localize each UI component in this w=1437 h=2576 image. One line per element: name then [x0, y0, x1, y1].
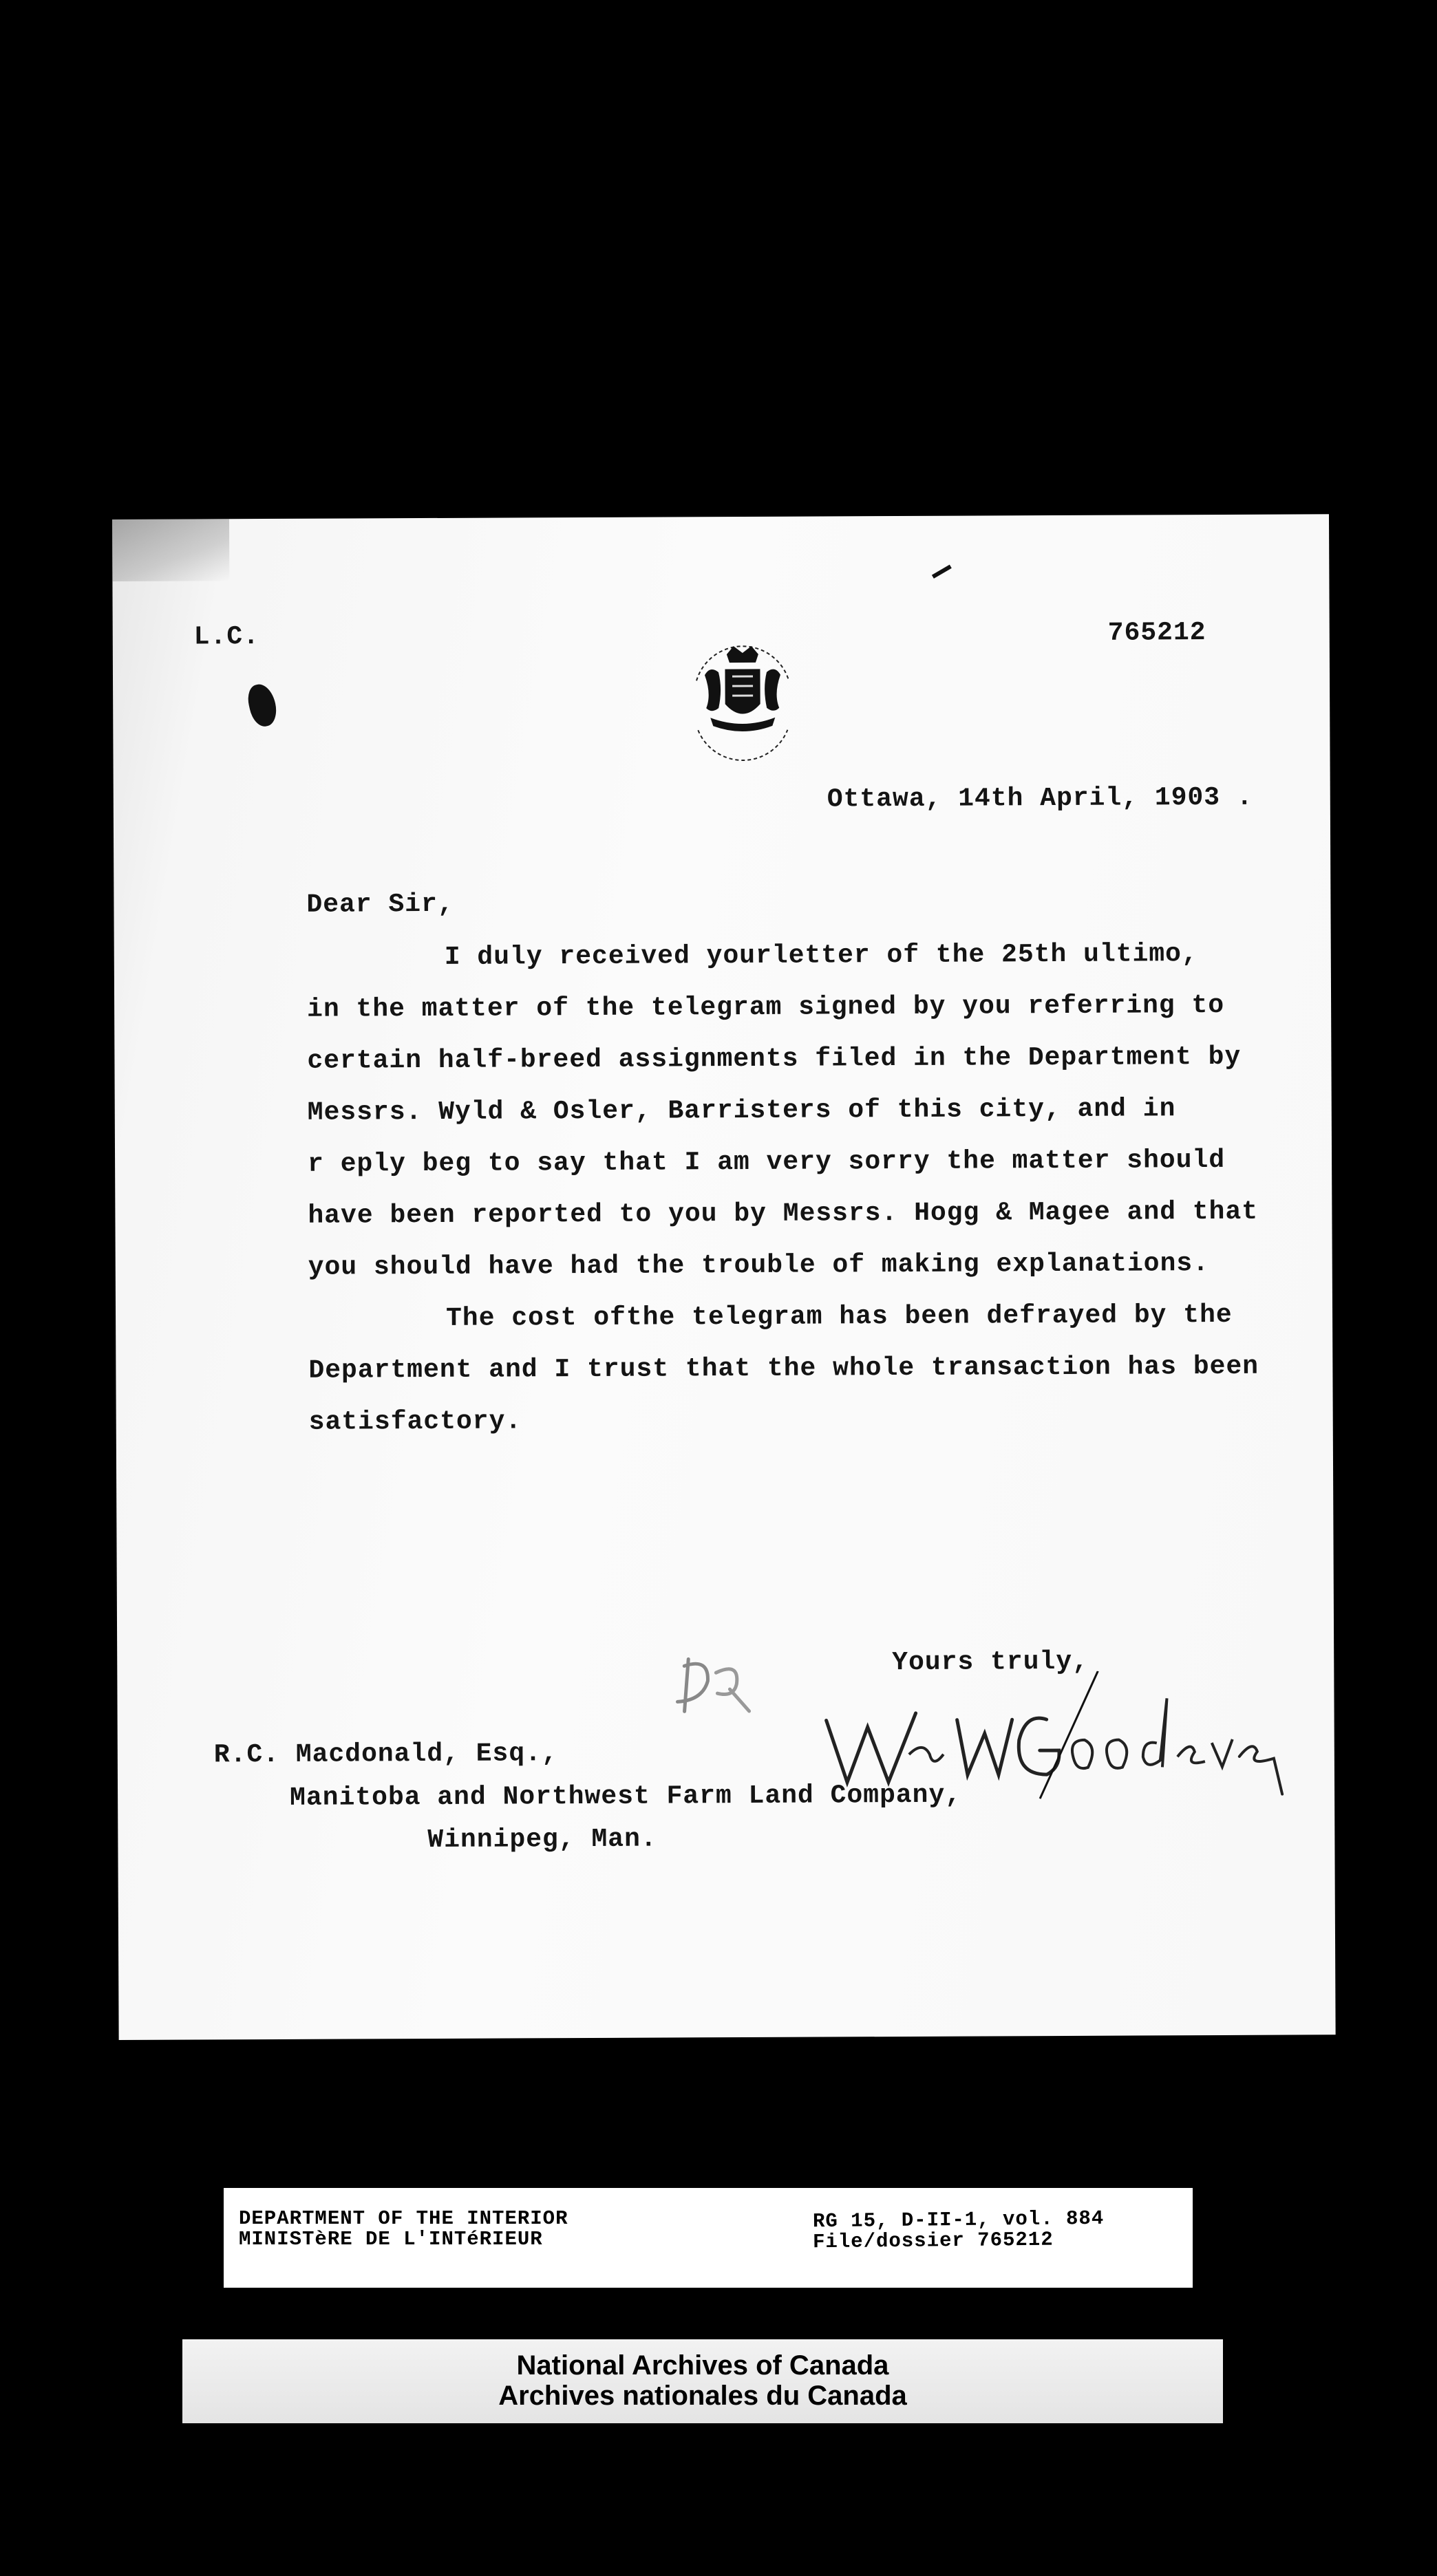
- letter-page: [112, 514, 1336, 2040]
- archives-name-en: National Archives of Canada: [516, 2350, 889, 2381]
- closing: Yours truly,: [892, 1646, 1089, 1678]
- body-line: in the matter of the telegram signed by you referring to: [307, 990, 1225, 1024]
- body-line: r eply beg to say that I am very sorry the matter should: [307, 1145, 1226, 1179]
- archives-banner: [182, 2339, 1223, 2423]
- department-names: [239, 2209, 568, 2250]
- body-line: have been reported to you by Messrs. Hogg & Magee and that: [308, 1196, 1259, 1231]
- salutation: Dear Sir,: [306, 889, 454, 920]
- archive-reference-card: [224, 2188, 1193, 2288]
- body-line: Messrs. Wyld & Osler, Barristers of this city, and in: [307, 1094, 1176, 1128]
- department-en: DEPARTMENT OF THE INTERIOR: [239, 2207, 568, 2230]
- stray-mark: [932, 565, 952, 579]
- pencil-initials: [668, 1645, 771, 1721]
- body-line: The cost ofthe telegram has been defrayed by the: [445, 1300, 1233, 1333]
- torn-corner: [112, 519, 229, 581]
- body-line: you should have had the trouble of making explanations.: [308, 1249, 1210, 1282]
- department-seal-icon: [684, 627, 802, 765]
- reference-initials: L.C.: [193, 622, 260, 652]
- file-reference: File/dossier 765212: [812, 2228, 1054, 2254]
- archives-name-fr: Archives nationales du Canada: [498, 2381, 907, 2411]
- body-line: I duly received yourletter of the 25th ultimo,: [444, 939, 1198, 972]
- department-fr: MINISTèRE DE L'INTéRIEUR: [239, 2228, 543, 2251]
- file-number: 765212: [1107, 618, 1206, 648]
- body-line: Department and I trust that the whole transaction has been: [308, 1351, 1259, 1386]
- record-references: [812, 2207, 1105, 2254]
- addressee-name: R.C. Macdonald, Esq.,: [213, 1739, 558, 1770]
- addressee-company: Manitoba and Northwest Farm Land Company,: [290, 1780, 962, 1813]
- body-line: certain half-breed assignments filed in the Department by: [307, 1042, 1242, 1076]
- body-line: satisfactory.: [308, 1406, 522, 1437]
- dateline: Ottawa, 14th April, 1903 .: [827, 782, 1253, 815]
- record-group: RG 15, D-II-1, vol. 884: [812, 2207, 1105, 2233]
- ink-blot: [245, 682, 279, 729]
- addressee-city: Winnipeg, Man.: [427, 1824, 657, 1856]
